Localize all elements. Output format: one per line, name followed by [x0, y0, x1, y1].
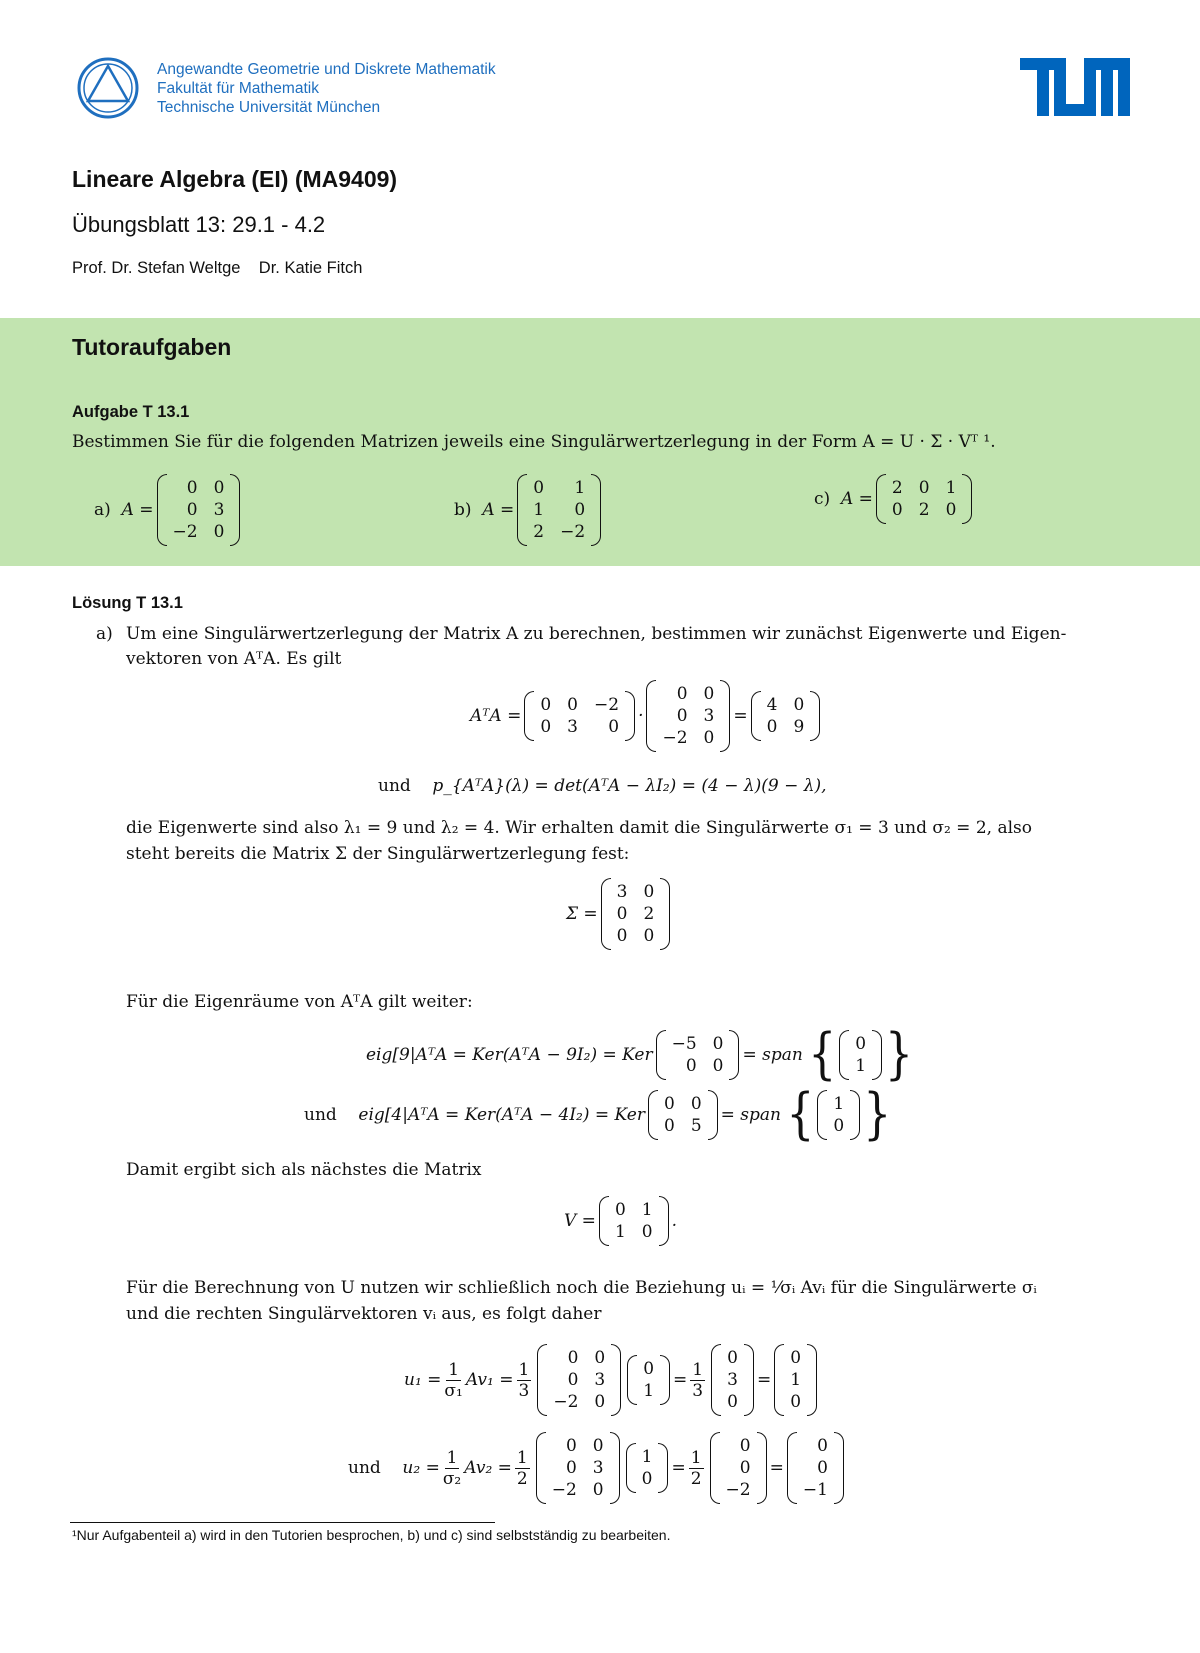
task-part-b — [454, 474, 604, 546]
matrix-cells — [849, 1030, 872, 1080]
equation-v — [564, 1196, 677, 1246]
eq-op: = — [671, 1458, 686, 1478]
equation-charpoly — [378, 776, 827, 796]
denominator: 2 — [516, 1468, 528, 1489]
matrix-cell: −5 — [671, 1034, 697, 1054]
matrix-cell: 0 — [833, 1116, 845, 1136]
matrix-cell: 0 — [186, 478, 198, 498]
matrix-cell: 0 — [727, 1392, 738, 1412]
matrix-cell: −1 — [802, 1480, 828, 1500]
matrix-cell: 3 — [594, 1370, 606, 1390]
brace-left: { — [808, 1022, 837, 1087]
matrix-cell: 0 — [186, 500, 198, 520]
matrix-cell: 0 — [855, 1034, 867, 1054]
matrix — [536, 1432, 620, 1504]
matrix — [656, 1030, 740, 1080]
paren-right — [660, 1355, 670, 1405]
paren-left — [787, 1432, 797, 1504]
vector — [787, 1432, 844, 1504]
eq-op: · — [638, 706, 644, 726]
task-part-c — [814, 474, 975, 524]
matrix — [599, 1196, 669, 1246]
eq-op: = span — [720, 1105, 781, 1125]
paren-right — [611, 1344, 621, 1416]
paren-right — [658, 1443, 668, 1493]
equation-sigma — [566, 878, 673, 950]
matrix-cells — [886, 474, 962, 524]
section-title: Tutoraufgaben — [72, 334, 232, 360]
matrix-cell: −2 — [551, 1480, 577, 1500]
matrix-cell: 1 — [641, 1447, 653, 1467]
matrix-cell: 0 — [891, 500, 903, 520]
matrix-cell: 2 — [643, 904, 655, 924]
paren-left — [648, 1090, 658, 1140]
matrix-cell: 0 — [727, 1348, 738, 1368]
denominator: σ₁ — [444, 1380, 463, 1401]
matrix-cell: 0 — [540, 695, 552, 715]
paren-left — [517, 474, 527, 546]
matrix-cell: 3 — [567, 717, 578, 737]
matrix-cells — [527, 474, 591, 546]
matrix-cells — [721, 1344, 744, 1416]
matrix-cell: 0 — [533, 478, 545, 498]
matrix — [648, 1090, 718, 1140]
matrix-cell: 0 — [766, 717, 778, 737]
brace-right: } — [885, 1022, 914, 1087]
task-heading: Aufgabe T 13.1 — [72, 403, 190, 421]
equation-eig9 — [366, 1022, 914, 1087]
matrix-cells — [827, 1090, 850, 1140]
vector — [710, 1432, 767, 1504]
matrix-cell: −2 — [725, 1480, 751, 1500]
solution-text: Für die Eigenräume von AᵀA gilt weiter: — [126, 992, 473, 1012]
matrix-cell: 0 — [703, 728, 715, 748]
matrix-cell: 1 — [574, 478, 586, 498]
matrix-cell: 1 — [641, 1200, 653, 1220]
matrix — [537, 1344, 621, 1416]
brace-left: { — [786, 1082, 815, 1147]
matrix-cells — [534, 691, 625, 741]
paren-left — [536, 1432, 546, 1504]
eq-op: = — [673, 1370, 688, 1390]
eq-lhs: Σ = — [566, 904, 598, 924]
task-text: Bestimmen Sie für die folgenden Matrizen jeweils eine Singulärwertzerlegung in der Form A = U · Σ · Vᵀ ¹. — [72, 432, 996, 452]
eq-lhs: eig[4|AᵀA = Ker(AᵀA − 4I₂) = Ker — [358, 1105, 645, 1125]
part-lhs: A = — [121, 500, 154, 520]
matrix-cells — [784, 1344, 807, 1416]
paren-right — [708, 1090, 718, 1140]
numerator: 1 — [692, 1359, 704, 1380]
part-label: a) — [94, 500, 111, 520]
paren-right — [872, 1030, 882, 1080]
matrix-cell: 5 — [690, 1116, 702, 1136]
footnote: ¹Nur Aufgabenteil a) wird in den Tutorien besprochen, b) und c) sind selbstständig zu bearbeiten. — [72, 1527, 671, 1543]
part-lhs: A = — [482, 500, 515, 520]
part-label: b) — [454, 500, 472, 520]
matrix-cell: 2 — [918, 500, 930, 520]
institution-block — [157, 60, 496, 117]
paren-right — [591, 474, 601, 546]
eq-op: = span — [742, 1045, 803, 1065]
matrix-cell: 0 — [643, 926, 655, 946]
matrix-cell: 0 — [663, 1094, 675, 1114]
matrix-cell: 0 — [592, 1480, 604, 1500]
equation-ata — [470, 680, 823, 752]
matrix-cells — [761, 691, 811, 741]
matrix-cell: −2 — [662, 728, 688, 748]
matrix-cell: 0 — [817, 1458, 828, 1478]
matrix-cell: 3 — [616, 882, 628, 902]
institution-line: Angewandte Geometrie und Diskrete Mathematik — [157, 61, 496, 78]
paren-right — [834, 1432, 844, 1504]
vector — [711, 1344, 754, 1416]
matrix-cells — [656, 680, 720, 752]
solution-text: steht bereits die Matrix Σ der Singulärwertzerlegung fest: — [126, 844, 630, 864]
matrix-cell: 3 — [703, 706, 715, 726]
footnote-rule — [70, 1522, 495, 1523]
paren-right — [757, 1432, 767, 1504]
matrix — [601, 878, 671, 950]
numerator: 1 — [518, 1359, 530, 1380]
matrix-cell: 1 — [855, 1056, 867, 1076]
brace-right: } — [863, 1082, 892, 1147]
authors: Prof. Dr. Stefan Weltge Dr. Katie Fitch — [72, 259, 363, 277]
eq-op: . — [671, 1211, 677, 1231]
institute-logo — [76, 56, 140, 120]
vector — [774, 1344, 817, 1416]
matrix-cell: 0 — [565, 1436, 577, 1456]
matrix-cell: 3 — [592, 1458, 604, 1478]
solution-text: vektoren von AᵀA. Es gilt — [126, 649, 342, 669]
task-part-a — [94, 474, 243, 546]
numerator: 1 — [446, 1447, 458, 1468]
solution-part-label: a) — [96, 624, 113, 644]
eq-lhs: eig[9|AᵀA = Ker(AᵀA − 9I₂) = Ker — [366, 1045, 653, 1065]
paren-right — [720, 680, 730, 752]
matrix-cell: 0 — [703, 684, 715, 704]
paren-right — [729, 1030, 739, 1080]
eq-op: = — [733, 706, 748, 726]
matrix-cell: 0 — [790, 1348, 802, 1368]
matrix-cell: 0 — [793, 695, 805, 715]
vector — [817, 1090, 860, 1140]
matrix-cells — [720, 1432, 757, 1504]
matrix-cell: 0 — [616, 904, 628, 924]
matrix-cell: 0 — [945, 500, 957, 520]
fraction — [443, 1448, 461, 1489]
matrix-cell: 0 — [567, 695, 578, 715]
denominator: 3 — [692, 1380, 704, 1401]
matrix-cells — [637, 1355, 660, 1405]
paren-left — [627, 1355, 637, 1405]
eq-und: und — [348, 1458, 381, 1478]
matrix-cell: 0 — [663, 1116, 675, 1136]
paren-left — [157, 474, 167, 546]
fraction — [515, 1448, 530, 1489]
paren-left — [599, 1196, 609, 1246]
matrix — [751, 691, 821, 741]
paren-right — [659, 1196, 669, 1246]
matrix-cell: 2 — [533, 522, 545, 542]
matrix-cell: 0 — [685, 1056, 697, 1076]
eq-op: = — [756, 1370, 772, 1390]
matrix-cells — [611, 878, 661, 950]
paren-right — [230, 474, 240, 546]
matrix-cell: 0 — [567, 1348, 579, 1368]
solution-text: Um eine Singulärwertzerlegung der Matrix A zu berechnen, bestimmen wir zunächst Eigenwerte und Eigen- — [126, 624, 1067, 644]
matrix-cell: 0 — [213, 522, 225, 542]
matrix-cell: 3 — [727, 1370, 738, 1390]
paren-right — [660, 878, 670, 950]
solution-text: die Eigenwerte sind also λ₁ = 9 und λ₂ = 4. Wir erhalten damit die Singulärwerte σ₁ = 3 und σ₂ = 2, also — [126, 818, 1032, 838]
matrix-cells — [609, 1196, 659, 1246]
vector — [626, 1443, 669, 1493]
institution-line: Fakultät für Mathematik — [157, 80, 319, 97]
page-subtitle: Übungsblatt 13: 29.1 - 4.2 — [72, 212, 326, 237]
matrix-cell: 0 — [641, 1469, 653, 1489]
matrix-cell: 0 — [643, 882, 655, 902]
matrix — [876, 474, 972, 524]
matrix-cell: −2 — [560, 522, 586, 542]
matrix-cell: 3 — [213, 500, 225, 520]
solution-text: Für die Berechnung von U nutzen wir schließlich noch die Beziehung uᵢ = ¹⁄σᵢ Avᵢ für die Singulärwerte σᵢ — [126, 1278, 1037, 1298]
paren-left — [711, 1344, 721, 1416]
numerator: 1 — [516, 1447, 528, 1468]
matrix-cell: 0 — [739, 1436, 751, 1456]
paren-left — [839, 1030, 849, 1080]
eq-und: und — [304, 1105, 337, 1125]
paren-left — [626, 1443, 636, 1493]
solution-heading: Lösung T 13.1 — [72, 594, 183, 612]
matrix-cell: 0 — [614, 1200, 626, 1220]
part-lhs: A = — [840, 489, 873, 509]
vector — [627, 1355, 670, 1405]
eq-lhs: u₂ = — [402, 1458, 440, 1478]
page-title: Lineare Algebra (EI) (MA9409) — [72, 166, 398, 192]
paren-left — [656, 1030, 666, 1080]
institution-line: Technische Universität München — [157, 99, 381, 116]
matrix-cell: 0 — [690, 1094, 702, 1114]
matrix-cells — [167, 474, 231, 546]
matrix-cell: 0 — [712, 1056, 724, 1076]
matrix-cell: −2 — [594, 695, 620, 715]
matrix-cell: 0 — [790, 1392, 802, 1412]
matrix-cells — [658, 1090, 708, 1140]
paren-right — [744, 1344, 754, 1416]
matrix-cell: 9 — [793, 717, 805, 737]
numerator: 1 — [690, 1447, 702, 1468]
matrix-cell: 0 — [608, 717, 620, 737]
eq-lhs: AᵀA = — [470, 706, 522, 726]
paren-left — [817, 1090, 827, 1140]
paren-left — [710, 1432, 720, 1504]
matrix-cell: 0 — [567, 1370, 579, 1390]
eq-lhs: u₁ = — [404, 1370, 442, 1390]
matrix-cell: 0 — [918, 478, 930, 498]
fraction — [689, 1448, 704, 1489]
numerator: 1 — [448, 1359, 460, 1380]
paren-left — [646, 680, 656, 752]
paren-right — [962, 474, 972, 524]
matrix-cells — [546, 1432, 610, 1504]
matrix-cells — [797, 1432, 834, 1504]
matrix-cell: 0 — [213, 478, 225, 498]
matrix-cell: 1 — [790, 1370, 802, 1390]
eq-text: p_{AᵀA}(λ) = det(AᵀA − λI₂) = (4 − λ)(9 − λ), — [432, 776, 827, 796]
matrix-cell: 0 — [676, 684, 688, 704]
matrix-cell: 4 — [766, 695, 778, 715]
matrix-cells — [636, 1443, 659, 1493]
paren-left — [601, 878, 611, 950]
paren-right — [810, 691, 820, 741]
denominator: 2 — [690, 1468, 702, 1489]
matrix-cell: 2 — [891, 478, 903, 498]
fraction — [517, 1360, 532, 1401]
matrix-cell: 0 — [540, 717, 552, 737]
denominator: σ₂ — [442, 1468, 462, 1489]
matrix-cell: 0 — [817, 1436, 828, 1456]
part-label: c) — [814, 489, 831, 509]
matrix-cell: 1 — [533, 500, 545, 520]
eq-und: und — [378, 776, 411, 796]
matrix-cell: 0 — [565, 1458, 577, 1478]
matrix — [157, 474, 241, 546]
matrix-cell: 0 — [592, 1436, 604, 1456]
fraction — [444, 1360, 462, 1401]
matrix-cell: −2 — [172, 522, 198, 542]
paren-right — [625, 691, 635, 741]
paren-left — [751, 691, 761, 741]
tum-logo — [1020, 58, 1130, 116]
matrix-cell: 1 — [945, 478, 957, 498]
matrix-cell: 1 — [614, 1222, 626, 1242]
matrix-cell: 0 — [712, 1034, 724, 1054]
paren-left — [774, 1344, 784, 1416]
equation-u1 — [404, 1344, 820, 1416]
matrix-cell: −2 — [553, 1392, 579, 1412]
matrix-cell: 0 — [739, 1458, 751, 1478]
eq-op: Av₂ = — [464, 1458, 512, 1478]
eq-op: = — [769, 1458, 784, 1478]
matrix-cells — [547, 1344, 611, 1416]
paren-right — [807, 1344, 817, 1416]
matrix — [517, 474, 601, 546]
vector — [839, 1030, 882, 1080]
matrix-cell: 0 — [574, 500, 586, 520]
paren-right — [610, 1432, 620, 1504]
matrix — [524, 691, 635, 741]
matrix-cell: 0 — [641, 1222, 653, 1242]
paren-left — [524, 691, 534, 741]
solution-text: Damit ergibt sich als nächstes die Matrix — [126, 1160, 482, 1180]
paren-right — [850, 1090, 860, 1140]
matrix — [646, 680, 730, 752]
fraction — [690, 1360, 705, 1401]
matrix-cell: 0 — [594, 1392, 606, 1412]
matrix-cell: 1 — [833, 1094, 845, 1114]
equation-u2 — [348, 1432, 847, 1504]
eq-op: Av₁ = — [465, 1370, 514, 1390]
matrix-cell: 0 — [594, 1348, 606, 1368]
equation-eig4 — [304, 1082, 892, 1147]
paren-left — [537, 1344, 547, 1416]
solution-text: und die rechten Singulärvektoren vᵢ aus, es folgt daher — [126, 1304, 602, 1324]
eq-lhs: V = — [564, 1211, 596, 1231]
matrix-cell: 0 — [643, 1359, 655, 1379]
paren-left — [876, 474, 886, 524]
matrix-cells — [666, 1030, 730, 1080]
matrix-cell: 0 — [616, 926, 628, 946]
matrix-cell: 0 — [676, 706, 688, 726]
denominator: 3 — [518, 1380, 530, 1401]
matrix-cell: 1 — [643, 1381, 655, 1401]
